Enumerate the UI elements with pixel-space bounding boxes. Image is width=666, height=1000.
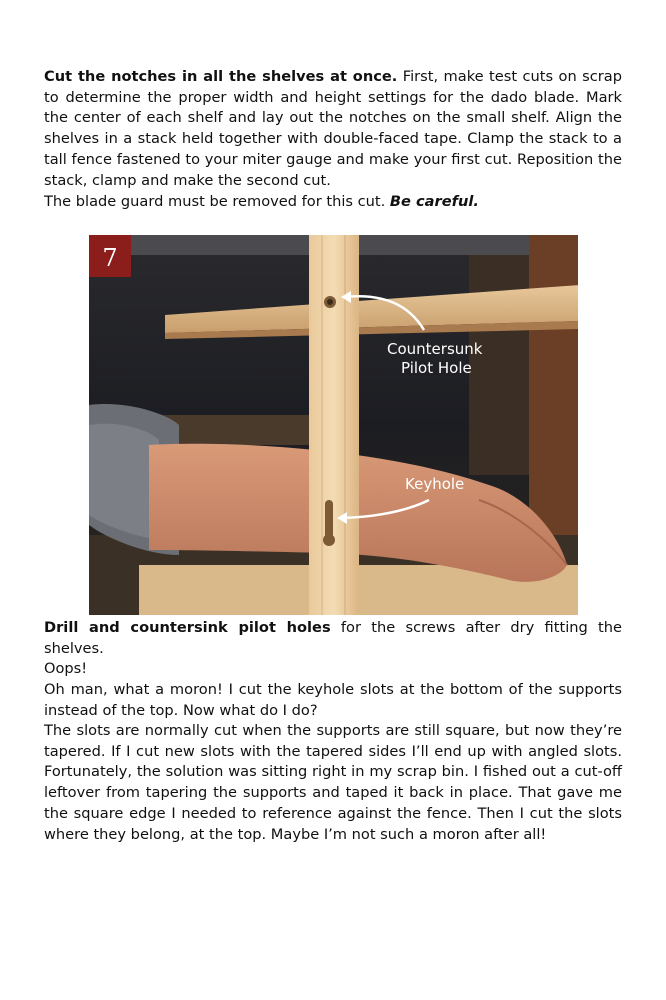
keyhole-label: Keyhole xyxy=(405,475,465,493)
warning-paragraph xyxy=(44,192,622,213)
oops-paragraph-2: The slots are normally cut when the supports are still square, but now they’re tapered. If I cut new slots with the tapered sides I’ll end up with angled slots. Fortunately, the solution was sitting right in my scrap bin. I fished out a cut-off leftover from tapering the supports and taped it back in place. That gave me the square edge I needed to reference against the fence. Then I cut the slots where they belong, at the top. Maybe I’m not such a moron after all! xyxy=(44,722,622,843)
photo-illustration xyxy=(89,235,578,615)
step-number: 7 xyxy=(102,244,118,272)
caption-text: for the screws after dry fitting the shelves. xyxy=(44,619,622,657)
intro-text: First, make test cuts on scrap to determine the proper width and height settings for the dado blade. Mark the center of each shelf and lay out the notches on the small shelf. Align the shelves in a stack held together with double-faced tape. Clamp the stack to a tall fence fastened to your miter gauge and make your first cut. Reposition the stack, clamp and make the second cut. xyxy=(44,68,622,189)
intro-heading: Cut the notches in all the shelves at once. xyxy=(44,68,398,85)
warning-emphasis: Be careful. xyxy=(389,193,479,210)
oops-heading: Oops! xyxy=(44,660,88,677)
warning-text: The blade guard must be removed for this cut. xyxy=(44,193,390,210)
countersunk-label-line2: Pilot Hole xyxy=(401,359,472,377)
oops-paragraph-1: Oh man, what a moron! I cut the keyhole slots at the bottom of the supports instead of the top. Now what do I do? xyxy=(44,681,622,719)
countersunk-label-line1: Countersunk xyxy=(387,340,483,358)
caption-bold: Drill and countersink pilot holes xyxy=(44,619,331,636)
step-photo xyxy=(89,235,578,615)
photo-caption xyxy=(44,618,622,659)
intro-paragraph xyxy=(44,67,622,191)
